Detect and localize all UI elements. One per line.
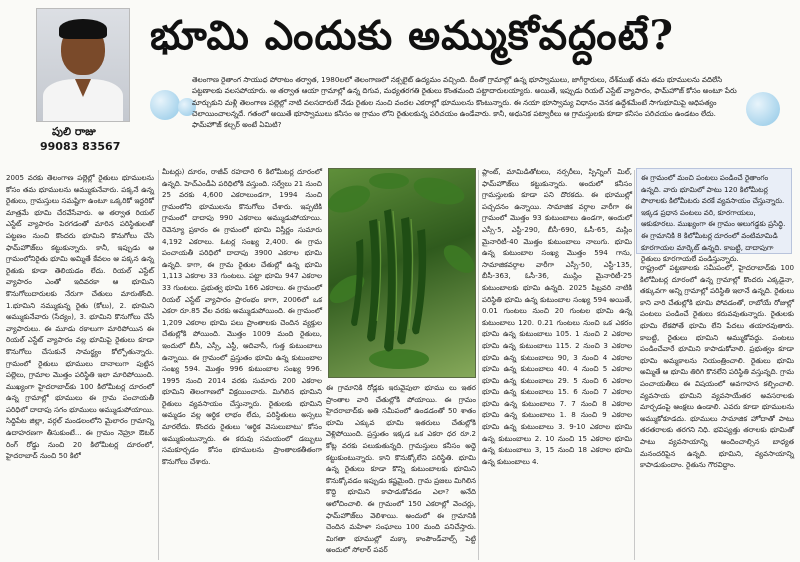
article-column-3: ఈ గ్రామానికి రోడ్లకు ఇరువైపులా భూము లు ఇతర ప్రాంతాల వారి చేతుల్లోకి పోయాయి. ఈ గ్రామం హైదరాబాద్‌కు అతి సమీపంలో ఉండడంతో 50 శాతం భూమి ఎక్కువ భూమి ఇతరులు చేతుల్లోకి వెళ్లిపోయింది. ప్రస్తుతం ఇక్కడ ఒక ఎకరా ధర రూ.2 కోట్ల వరకు పలుకుతున్నది. గ్రామస్తులు కనీసం అద్దె కట్టుకుంటున్నారు. కాని కొనుక్కోలేని పరిస్థితి. భూమి ఉన్న రైతులు కూడా కొన్ని కుటుంబాలకు భూమిని కొనుక్కోవడం ఇప్పుడు కష్టమైంది. గ్రామ ప్రజలు మిగిలిన కొద్ది భూమిని కాపాడుకోవడం ఎలా? అనేది ఆలోచించాలి. ఈ గ్రామంలో 150 ఎకరాల్లో వెంచర్లు, ఫామ్‌హౌజ్‌లు వెలిశాయి. అందులో ఈ గ్రామానికి చెందిన మహిళా సంఘాలు 100 మంది పనిచేస్తారు. మిగతా భూముల్లో మక్కా కాంపౌండ్‌వాల్స్ పెట్టి అందులో సోలార్ పవర్ (326, 383, 476, 555)
article-intro: తెలంగాణ రైతాంగ సాయుధ పోరాటం తర్వాత, 1980లలో తెలంగాణలో నక్సలైట్ ఉద్యమం వచ్చింది. దీంతో గ్రామాల్లో ఉన్న భూస్వాములు, జాగీర్దారులు, దేశ్‌ముఖ్ తమ తమ భూములను వదిలేసి పట్టణాలకు వలసపోయారు. ఆ తర్వాత ఆయా గ్రామాల్లో ఉన్న దిగువ, మధ్యతరగతి రైతులు కొంతమంది పట్టాదారులయ్యారు. అయితే, ఇప్పుడు రియల్ ఎస్టేట్ వ్యాపారం, ఫామ్‌హౌజ్ కోసం అంటూ పేరు మార్చుకుని మళ్లీ తెలంగాణ పల్లెల్లో నాటి వలసదారులే నేడు రైతుల నుంచి వందల ఎకరాల్లో భూములను కొంటున్నారు. ఈ నయా భూస్వామ్య విధానం వెనక ఉద్దేశమేంటే సాగుభూమిపై ఆధిపత్యం చెలాయించాలన్నదే. గతంలో అయితే భూస్వాములు కనీసం ఆ గ్రామం లోని రైతులకున్న పరిచయం ఉండేవారు. కానీ, అధునిక పట్వారీలు ఆ గ్రామస్తులకు కూడా కనీసం పరిచయం ఉండటం లేదు. ఫామ్‌హౌజ్ కల్చర్ అంటే ఏమిటి? (192, 75, 737, 130)
column-divider (158, 170, 159, 560)
article-headline: భూమి ఎందుకు అమ్ముకోవద్దంటే? (150, 12, 674, 59)
author-phone: 99083 83567 (40, 140, 121, 153)
column-divider (478, 170, 479, 560)
article-column-1: 2005 వరకు తెలంగాణ పల్లెల్లో రైతులు భూములను కోసం తమ భూములను అమ్ముకునేవారు. పక్కనే ఉన్న రైతులు, గ్రామస్తులు సమష్టిగా ఉంటూ ఒక్కరికో ఇద్దరికో మాత్రమే భూమి చేరవేసేవారు. ఆ తర్వాత రియల్ ఎస్టేట్ వ్యాపారం పెరగడంతో మారిన పరిస్థితులతో పట్టణం నుంచి కొందరు భూమిని కొనుగోలు చేసి ఫామ్‌హౌజ్‌లు కట్టుకున్నారు. కానీ, ఇప్పుడు ఆ గ్రామంలోనిరైతు భూమి అమ్మితే కేవలం ఆ పక్కన ఉన్న రైతుకు కూడా తెలియడం లేదు. రియల్ ఎస్టేట్ వ్యాపారం ఎంతో ఇదివరకా ఆ భూమిని కొనుగోలుదారులకు నేరుగా చేతులు మారుతోంది. 1.భూమిని నమ్ముకున్న రైతు (కోలు), 2. భూమిని అమ్ముకునేవారు (సేద్యం), 3. భూమిని కొనుగోలు చేసే వ్యాపారులు. ఈ మూడు రకాలుగా మారిపోయిన ఈ రియల్ ఎస్టేట్ వ్యాపారం వల్ల భూమిపై రైతులు కూడా కొనుగోలు చేసుకునే సామర్థ్యం కోల్పోతున్నారు. గ్రామంలో రైతులు భూములు దానాలుగా పుట్టిన పల్లెలు, గ్రామాల మొత్తం పరిస్థితి ఇలా మారిపోయింది. ముఖ్యంగా హైదరాబాద్‌కు 100 కిలోమీటర్ల దూరంలో ఉన్న గ్రామాల్లో భూములు ఈ గ్రామ పంచాయతీ పరిధిలో దాదాపు సగం భూములు అమ్ముడుపోయాయి. సిద్దిపేట జిల్లా, వర్గల్ మండలంలోని మైలారం గ్రామాన్ని ఉదాహరణగా తీసుకుంటే... ఈ గ్రామం నెహ్రూ ఔటర్ రింగ్ రోడ్డు నుంచి 20 కిలోమీటర్ల దూరంలో, హైదరాబాద్ నుంచి 50 కిలో (6, 173, 154, 461)
article-column-2: మీటర్లు) దూరం, రాజీవ్ రహదారి 6 కిలోమీటర్ల దూరంలో ఉన్నది. హెచ్ఎండీఏ పరిధిలోకి వస్తుంది. సర్వేలు 21 నుంచి 25 వరకు 4,600 ఎకరాలుండగా, 1994 నుంచి గ్రామంలోని భూములను కొనుగోలు చేశారు. ఇప్పటికి గ్రామంలో దాదాపు 990 ఎకరాలు అమ్ముడుపోయాయి. రెవెన్యూ ప్రకారం ఈ గ్రామంలో భూమి విస్తీర్ణం సుమారు 4,192 ఎకరాలు. ఓటర్ల సంఖ్య 2,400. ఈ గ్రామ పంచాయతీ పరిధిలో దాదాపు 3900 ఎకరాల భూమి ఉన్నది. కాగా, ఈ గ్రామ రైతుల చేతుల్లో ఉన్న భూమి 1,113 ఎకరాల 33 గుంటలు. పట్టా భూమి 947 ఎకరాల 33 గుంటలు. ప్రభుత్వ భూమి 166 ఎకరాలు. ఈ గ్రామంలో రియల్ ఎస్టేట్ వ్యాపారం ప్రారంభం కాగా, 2006లో ఒక ఎకరా రూ.85 వేల వరకు అమ్ముడుపోయింది. ఈ గ్రామంలో 1,209 ఎకరాల భూమి పలు ప్రాంతాలకు చెందిన వ్యక్తుల చేతుల్లోకి పోయింది. మొత్తం 1009 మంది రైతులు, ఇందులో బీసీ, ఎస్సీ, ఎస్టీ, ఆదివాసీ, గుత్త కుటుంబాలు ఉన్నాయి. ఈ గ్రామంలో ప్రస్తుతం భూమి ఉన్న కుటుంబాల సంఖ్య 594. మొత్తం 996 కుటుంబాల సంఖ్య 996. 1995 నుంచి 2014 వరకు సుమారు 200 ఎకరాల భూమిని తెలంగాణలో విక్రయించారు. మిగిలిన భూమిని రైతులు వ్యవసాయం చేస్తున్నారు. రైతులకు భూమిని అమ్మడం వల్ల ఆర్థిక లాభం లేదు, పరిస్థితులు అస్సలు మారలేదు. కొందరు రైతులు 'ఆర్థిక వెసులుబాటు' కోసం అమ్ముకుంటున్నారు. ఈ కరువు సమయంలో డబ్బులు సమకూర్చడం కోసం భూములను ప్రాంతాలకతీతంగా కొనుగోలు చేశారు. (162, 167, 322, 466)
decorative-bubble (150, 90, 180, 120)
article-column-5: రాష్ట్రంలో పట్టణాలకు సమీపంలో, హైదరాబాద్‌కు 100 కిలోమీటర్ల దూరంలో ఉన్న గ్రామాల్లో కొందరు ఎక్కడైనా, తక్కువగా అన్ని గ్రామాల్లో పరిస్థితి ఇలానే ఉన్నది. రైతులు కాని వారి చేతుల్లోకి భూమి పోవడంతో, రాబోయే రోజుల్లో పంటలు పండించే రైతులు కరువవుతున్నారు. రైతులకు భూమి లేకపోతే భూమి లేని పేదలు తయారవుతారు. కాబట్టి, రైతులు భూమిని అమ్ముకోవద్దు. పంటలు పండించేవారే భూమిని కాపాడుకోవాలి. ప్రభుత్వం కూడా భూమి అమ్మకాలను నియంత్రించాలి. రైతులు భూమి అమ్మితే ఆ భూమి తిరిగి కొనలేని పరిస్థితి వస్తున్నది. గ్రామ పంచాయతీలు ఈ విషయంలో అవగాహన కల్పించాలి. వ్యవసాయ భూమిని వ్యవసాయేతర అవసరాలకు మార్చడంపై ఆంక్షలు ఉండాలి. ఎవరు కూడా భూములను అమ్ముకోకూడదు. భూములు సామాజిక హోదాతో పాటు తరతరాలకు తరగని నిధి. భవిష్యత్తు తరాలకు భూమితో పాటు వ్యవసాయాన్ని అందించాల్సిన బాధ్యత మనందరిపైన ఉన్నది. భూమిని, వ్యవసాయాన్ని కాపాడుకుందాం. రైతును గౌరవిద్దాం. (640, 263, 794, 470)
chili-plant-illustration (329, 169, 475, 377)
author-name: పులి రాజు (52, 125, 96, 138)
column-divider (634, 170, 635, 560)
decorative-bubble (746, 92, 780, 126)
article-column-4: ప్లాంట్, మామిడితోటలు, నర్సరీలు, స్పిన్నింగ్ మిల్, ఫామ్‌హౌజ్‌లు కట్టుకున్నారు. అందులో కనీసం గ్రామస్తులకు కూడా పని దొరకదు. ఈ భూముల్లో పచ్చదనం ఉన్నాయి. సామాజిక వర్గాల వారీగా ఈ గ్రామంలో మొత్తం 93 కుటుంబాలు ఉండగా, అందులో ఎస్సీ-5, ఎస్టీ-290, బీసీ-690, ఓసీ-65, మస్లిం మైనారిటీ-40 మొత్తం కుటుంబాలు నాలుగు. భూమి ఉన్న కుటుంబాల సంఖ్య మొత్తం 594 గాను, సామాజికవర్గాల వారీగా ఎస్సీ-50, ఎస్టీ-135, బీసీ-363, ఓసీ-36, ముస్లిం మైనారిటీ-25 కుటుంబాలకు భూమి ఉన్నది. 2025 పిబ్రవరి నాటికి పరిస్థితి భూమి ఉన్న కుటుంబాల సంఖ్య 594 అయితే, 0.01 గుంటలు నుంచి 20 గుంటల భూమి ఉన్న కుటుంబాలు 120. 0.21 గుంటలు నుంచి ఒక ఎకరం భూమి ఉన్న కుటుంబాలు 105. 1 నుంచి 2 ఎకరాల భూమి ఉన్న కుటుంబాలు 115. 2 నుంచి 3 ఎకరాల భూమి ఉన్న కుటుంబాలు 90, 3 నుంచి 4 ఎకరాల భూమి ఉన్న కుటుంబాలు 40. 4 నుంచి 5 ఎకరాల భూమి ఉన్న కుటుంబాలు 29. 5 నుంచి 6 ఎకరాల భూమి ఉన్న కుటుంబాలు 15. 6 నుంచి 7 ఎకరాల భూమి ఉన్న కుటుంబాలు 7. 7 నుంచి 8 ఎకరాల భూమి ఉన్న కుటుంబాలు 1. 8 నుంచి 9 ఎకరాల భూమి ఉన్న కుటుంబాలు 3. 9-10 ఎకరాల భూమి ఉన్న కుటుంబాలు 2. 10 నుంచి 15 ఎకరాల భూమి ఉన్న కుటుంబాలు 3, 15 నుంచి 18 ఎకరాల భూమి ఉన్న కుటుంబాలు 4. (482, 167, 632, 466)
chili-crop-photo (328, 168, 476, 378)
author-byline (30, 124, 140, 154)
highlight-box: ఈ గ్రామంలో మంచి పంటలు పండించే రైతాంగం ఉన్నది. వారు భూమిలో పాటు 120 కిలోమీటర్ల పొలాలకు కిలోమీటరు వరకే వ్యవసాయం చేస్తున్నారు. ఇక్కడ ప్రధాన పంటలు వరి, కూరగాయలు, ఆకుకూరలు. ముఖ్యంగా ఈ గ్రామం ఆలుగడ్డకు ప్రసిద్ధి. ఈ గ్రామానికి 8 కిలోమీటర్ల దూరంలో వంటిమామిడి కూరగాయల మార్కెట్ ఉన్నది. కాబట్టి, దాదాపుగా రైతులు కూరగాయలే పండిస్తున్నారు. (636, 168, 792, 254)
author-photo (36, 8, 130, 122)
